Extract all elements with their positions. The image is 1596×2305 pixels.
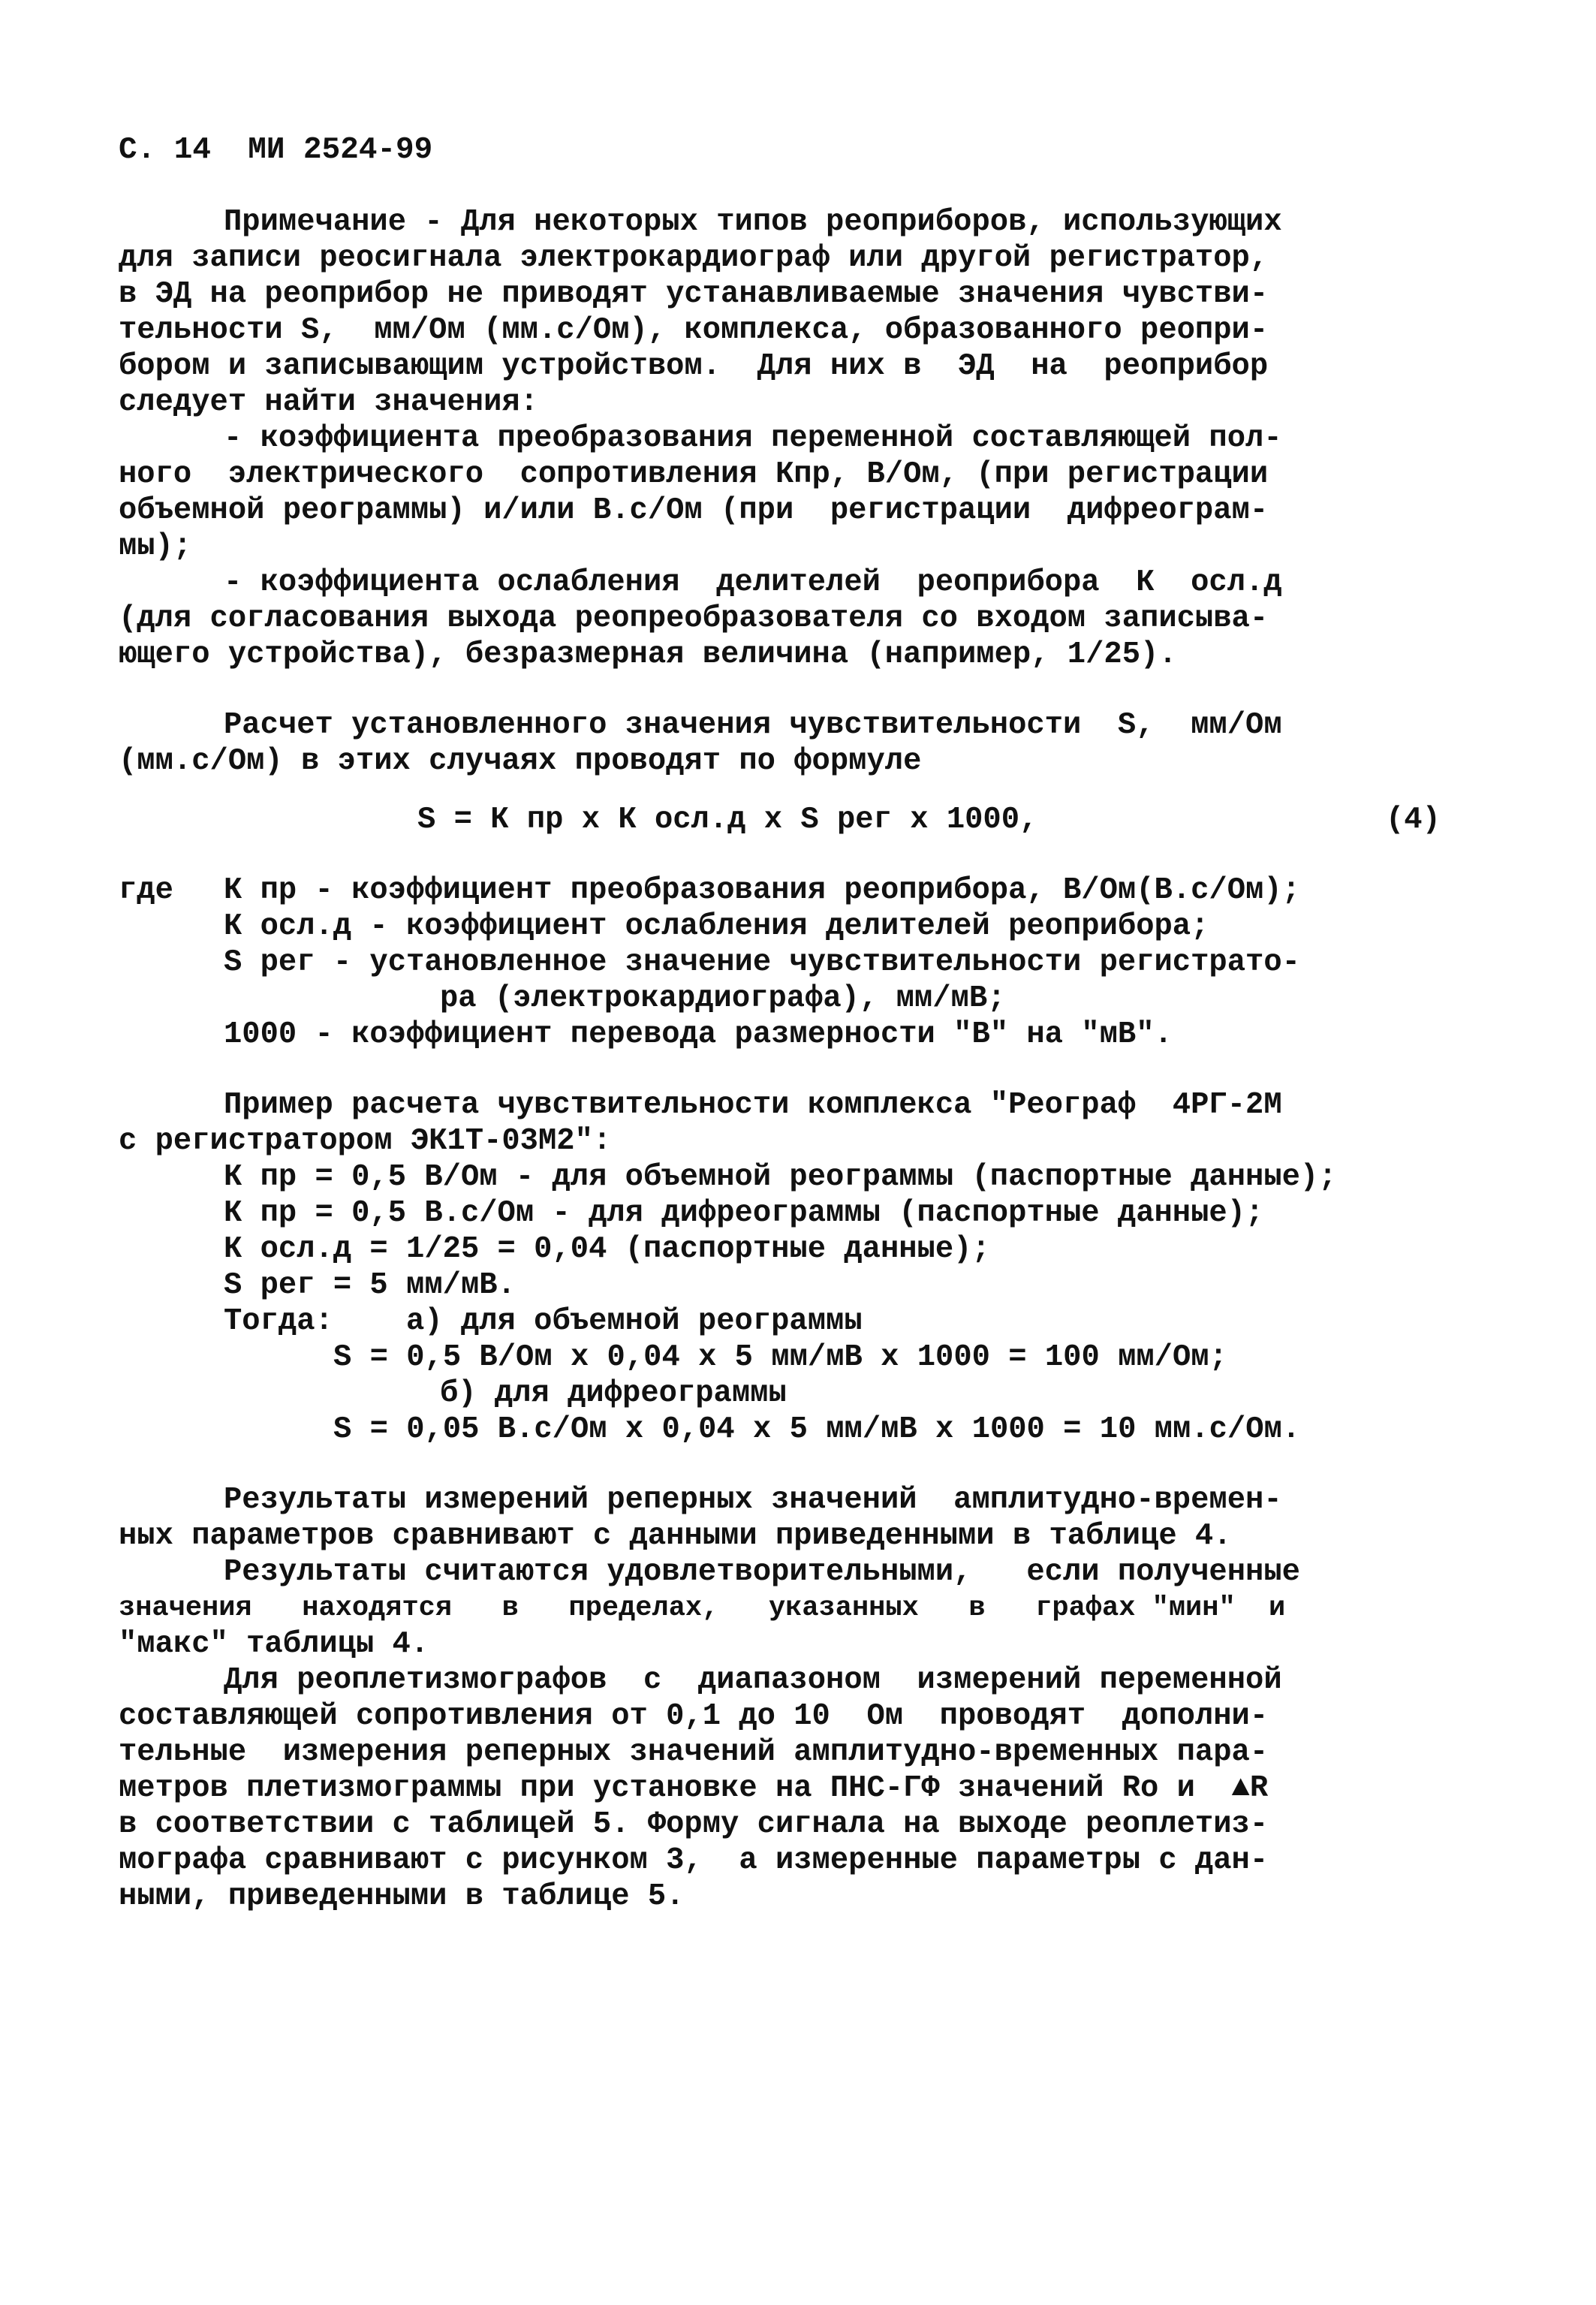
definition-line: ра (электрокардиографа), мм/мВ; [440,981,1006,1016]
text-line: (для согласования выхода реопреобразователя со входом записыва- [119,601,1269,636]
text-line: (мм.с/Ом) в этих случаях проводят по формуле [119,744,922,779]
text-line: мы); [119,529,192,564]
where-label: где [119,873,173,908]
text-line: Результаты считаются удовлетворительными, если полученные [224,1555,1300,1589]
text-line: ных параметров сравнивают с данными приведенными в таблице 4. [119,1519,1232,1553]
example-line: К пр = 0,5 В.с/Ом - для дифреограммы (паспортные данные); [224,1196,1264,1231]
page-header: С. 14 МИ 2524-99 [119,133,433,167]
text-line: Пример расчета чувствительности комплекса "Реограф 4РГ-2М [224,1088,1282,1122]
text-line: ного электрического сопротивления Кпр, В/Ом, (при регистрации [119,457,1269,492]
text-line: ющего устройства), безразмерная величина (например, 1/25). [119,637,1177,672]
example-line: S = 0,5 В/Ом х 0,04 х 5 мм/мВ х 1000 = 100 мм/Ом; [333,1340,1227,1375]
text-line: объемной реограммы) и/или В.с/Ом (при регистрации дифреограм- [119,493,1269,528]
text-line: в соответствии с таблицей 5. Форму сигнала на выходе реоплетиз- [119,1807,1269,1842]
example-line: S рег = 5 мм/мВ. [224,1268,516,1303]
text-line: Примечание - Для некоторых типов реоприборов, использующих [224,205,1282,240]
definition-line: К пр - коэффициент преобразования реоприбора, В/Ом(В.с/Ом); [224,873,1300,908]
text-line: Расчет установленного значения чувствительности S, мм/Ом [224,708,1282,743]
text-line: составляющей сопротивления от 0,1 до 10 Ом проводят дополни- [119,1699,1269,1734]
example-line: S = 0,05 В.с/Ом х 0,04 х 5 мм/мВ х 1000 = 10 мм.с/Ом. [333,1412,1301,1447]
formula-number: (4) [1386,803,1441,837]
text-line: бором и записывающим устройством. Для них в ЭД на реоприбор [119,349,1269,384]
definition-line: S рег - установленное значение чувствительности регистрато- [224,945,1300,980]
text-line: Результаты измерений реперных значений амплитудно-времен- [224,1483,1282,1517]
example-line: б) для дифреограммы [440,1376,787,1411]
text-line: для записи реосигнала электрокардиограф или другой регистратор, [119,241,1269,276]
text-line: "макс" таблицы 4. [119,1627,429,1662]
formula: S = К пр х К осл.д х S рег х 1000, [417,803,1038,837]
definition-line: К осл.д - коэффициент ослабления делителей реоприбора; [224,909,1209,944]
definition-line: 1000 - коэффициент перевода размерности "В" на "мВ". [224,1017,1173,1052]
text-line: мографа сравнивают с рисунком 3, а измеренные параметры с дан- [119,1843,1269,1878]
example-line: К осл.д = 1/25 = 0,04 (паспортные данные); [224,1232,990,1267]
text-line: - коэффициента ослабления делителей реоприбора К осл.д [224,565,1282,600]
text-line: метров плетизмограммы при установке на ПНС-ГФ значений Ro и ▲R [119,1771,1269,1806]
text-line: Для реоплетизмографов с диапазоном измерений переменной [224,1663,1282,1698]
text-line: - коэффициента преобразования переменной составляющей пол- [224,421,1282,456]
text-line: в ЭД на реоприбор не приводят устанавливаемые значения чувстви- [119,277,1269,312]
text-line: значения находятся в пределах, указанных в графах "мин" и [119,1592,1286,1624]
text-line: тельные измерения реперных значений амплитудно-временных пара- [119,1735,1269,1770]
example-line: К пр = 0,5 В/Ом - для объемной реограммы (паспортные данные); [224,1160,1337,1195]
example-line: Тогда: а) для объемной реограммы [224,1304,863,1339]
text-line: следует найти значения: [119,385,538,420]
text-line: тельности S, мм/Ом (мм.с/Ом), комплекса, образованного реопри- [119,313,1269,348]
text-line: с регистратором ЭК1Т-03М2": [119,1124,612,1159]
text-line: ными, приведенными в таблице 5. [119,1879,685,1914]
